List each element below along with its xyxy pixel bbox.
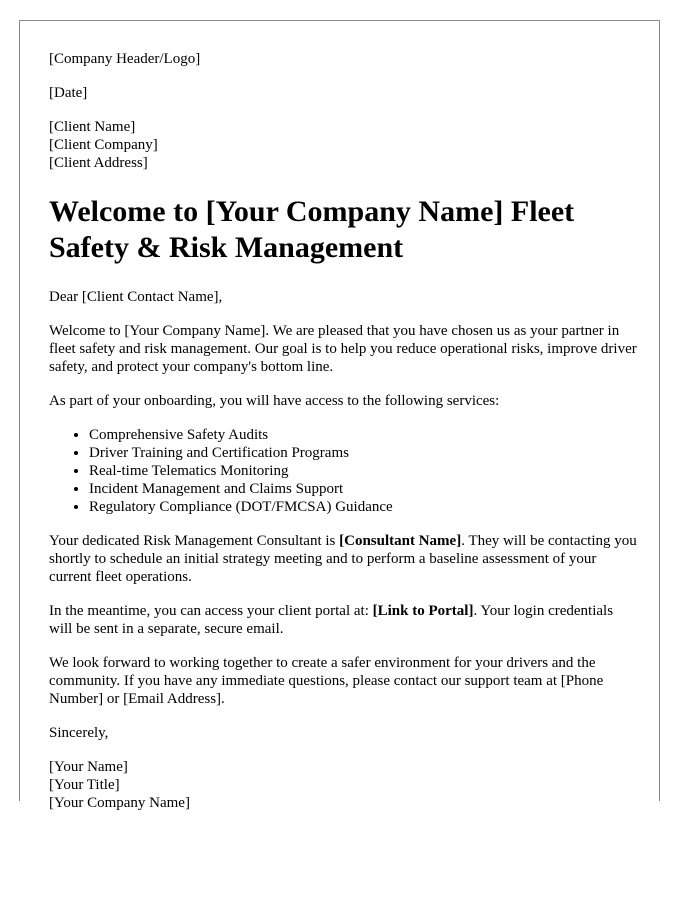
- letter-page: [19, 20, 660, 811]
- services-intro: As part of your onboarding, you will have access to the following services:: [49, 393, 500, 409]
- portal-paragraph: [49, 602, 639, 638]
- signature-name: [Your Name]: [49, 759, 128, 775]
- client-address: [Client Address]: [49, 155, 148, 171]
- letter-content: [49, 50, 639, 828]
- letter-date: [Date]: [49, 85, 88, 101]
- company-header-logo: [Company Header/Logo]: [49, 51, 201, 67]
- client-name: [Client Name]: [49, 119, 136, 135]
- signature-block: [49, 758, 639, 812]
- list-item: • Driver Training and Certification Programs: [89, 444, 639, 462]
- consultant-name: [Consultant Name]: [339, 533, 462, 549]
- list-item: • Real-time Telematics Monitoring: [89, 462, 639, 480]
- consultant-text-before: Your dedicated Risk Management Consultant is: [49, 533, 340, 549]
- intro-paragraph: Welcome to [Your Company Name]. We are pleased that you have chosen us as your partner in fleet safety and risk management. Our goal is to help you reduce operational risks, improve driver safety, and protect your company's bottom line.: [49, 323, 637, 375]
- letter-title: Welcome to [Your Company Name] Fleet Safety & Risk Management: [49, 195, 575, 264]
- client-company: [Client Company]: [49, 137, 158, 153]
- recipient-address-block: [49, 118, 639, 172]
- list-item: • Incident Management and Claims Support: [89, 480, 639, 498]
- consultant-text-after: . They will be contacting you shortly to schedule an initial strategy meeting and to perform a baseline assessment of your current fleet operations.: [49, 533, 637, 585]
- list-item: • Regulatory Compliance (DOT/FMCSA) Guidance: [89, 498, 639, 516]
- portal-text-before: In the meantime, you can access your client portal at:: [49, 603, 373, 619]
- salutation: Dear [Client Contact Name],: [49, 289, 223, 305]
- signature-title: [Your Title]: [49, 777, 120, 793]
- list-item: • Comprehensive Safety Audits: [89, 426, 639, 444]
- signoff: Sincerely,: [49, 725, 109, 741]
- portal-link: [Link to Portal]: [372, 603, 474, 619]
- services-list: [49, 426, 639, 516]
- portal-text-after: . Your login credentials will be sent in a separate, secure email.: [49, 603, 614, 637]
- consultant-paragraph: [49, 532, 639, 586]
- closing-paragraph: We look forward to working together to create a safer environment for your drivers and the community. If you have any immediate questions, please contact our support team at [Phone Number] or [Email Address].: [49, 655, 604, 707]
- signature-company: [Your Company Name]: [49, 795, 190, 811]
